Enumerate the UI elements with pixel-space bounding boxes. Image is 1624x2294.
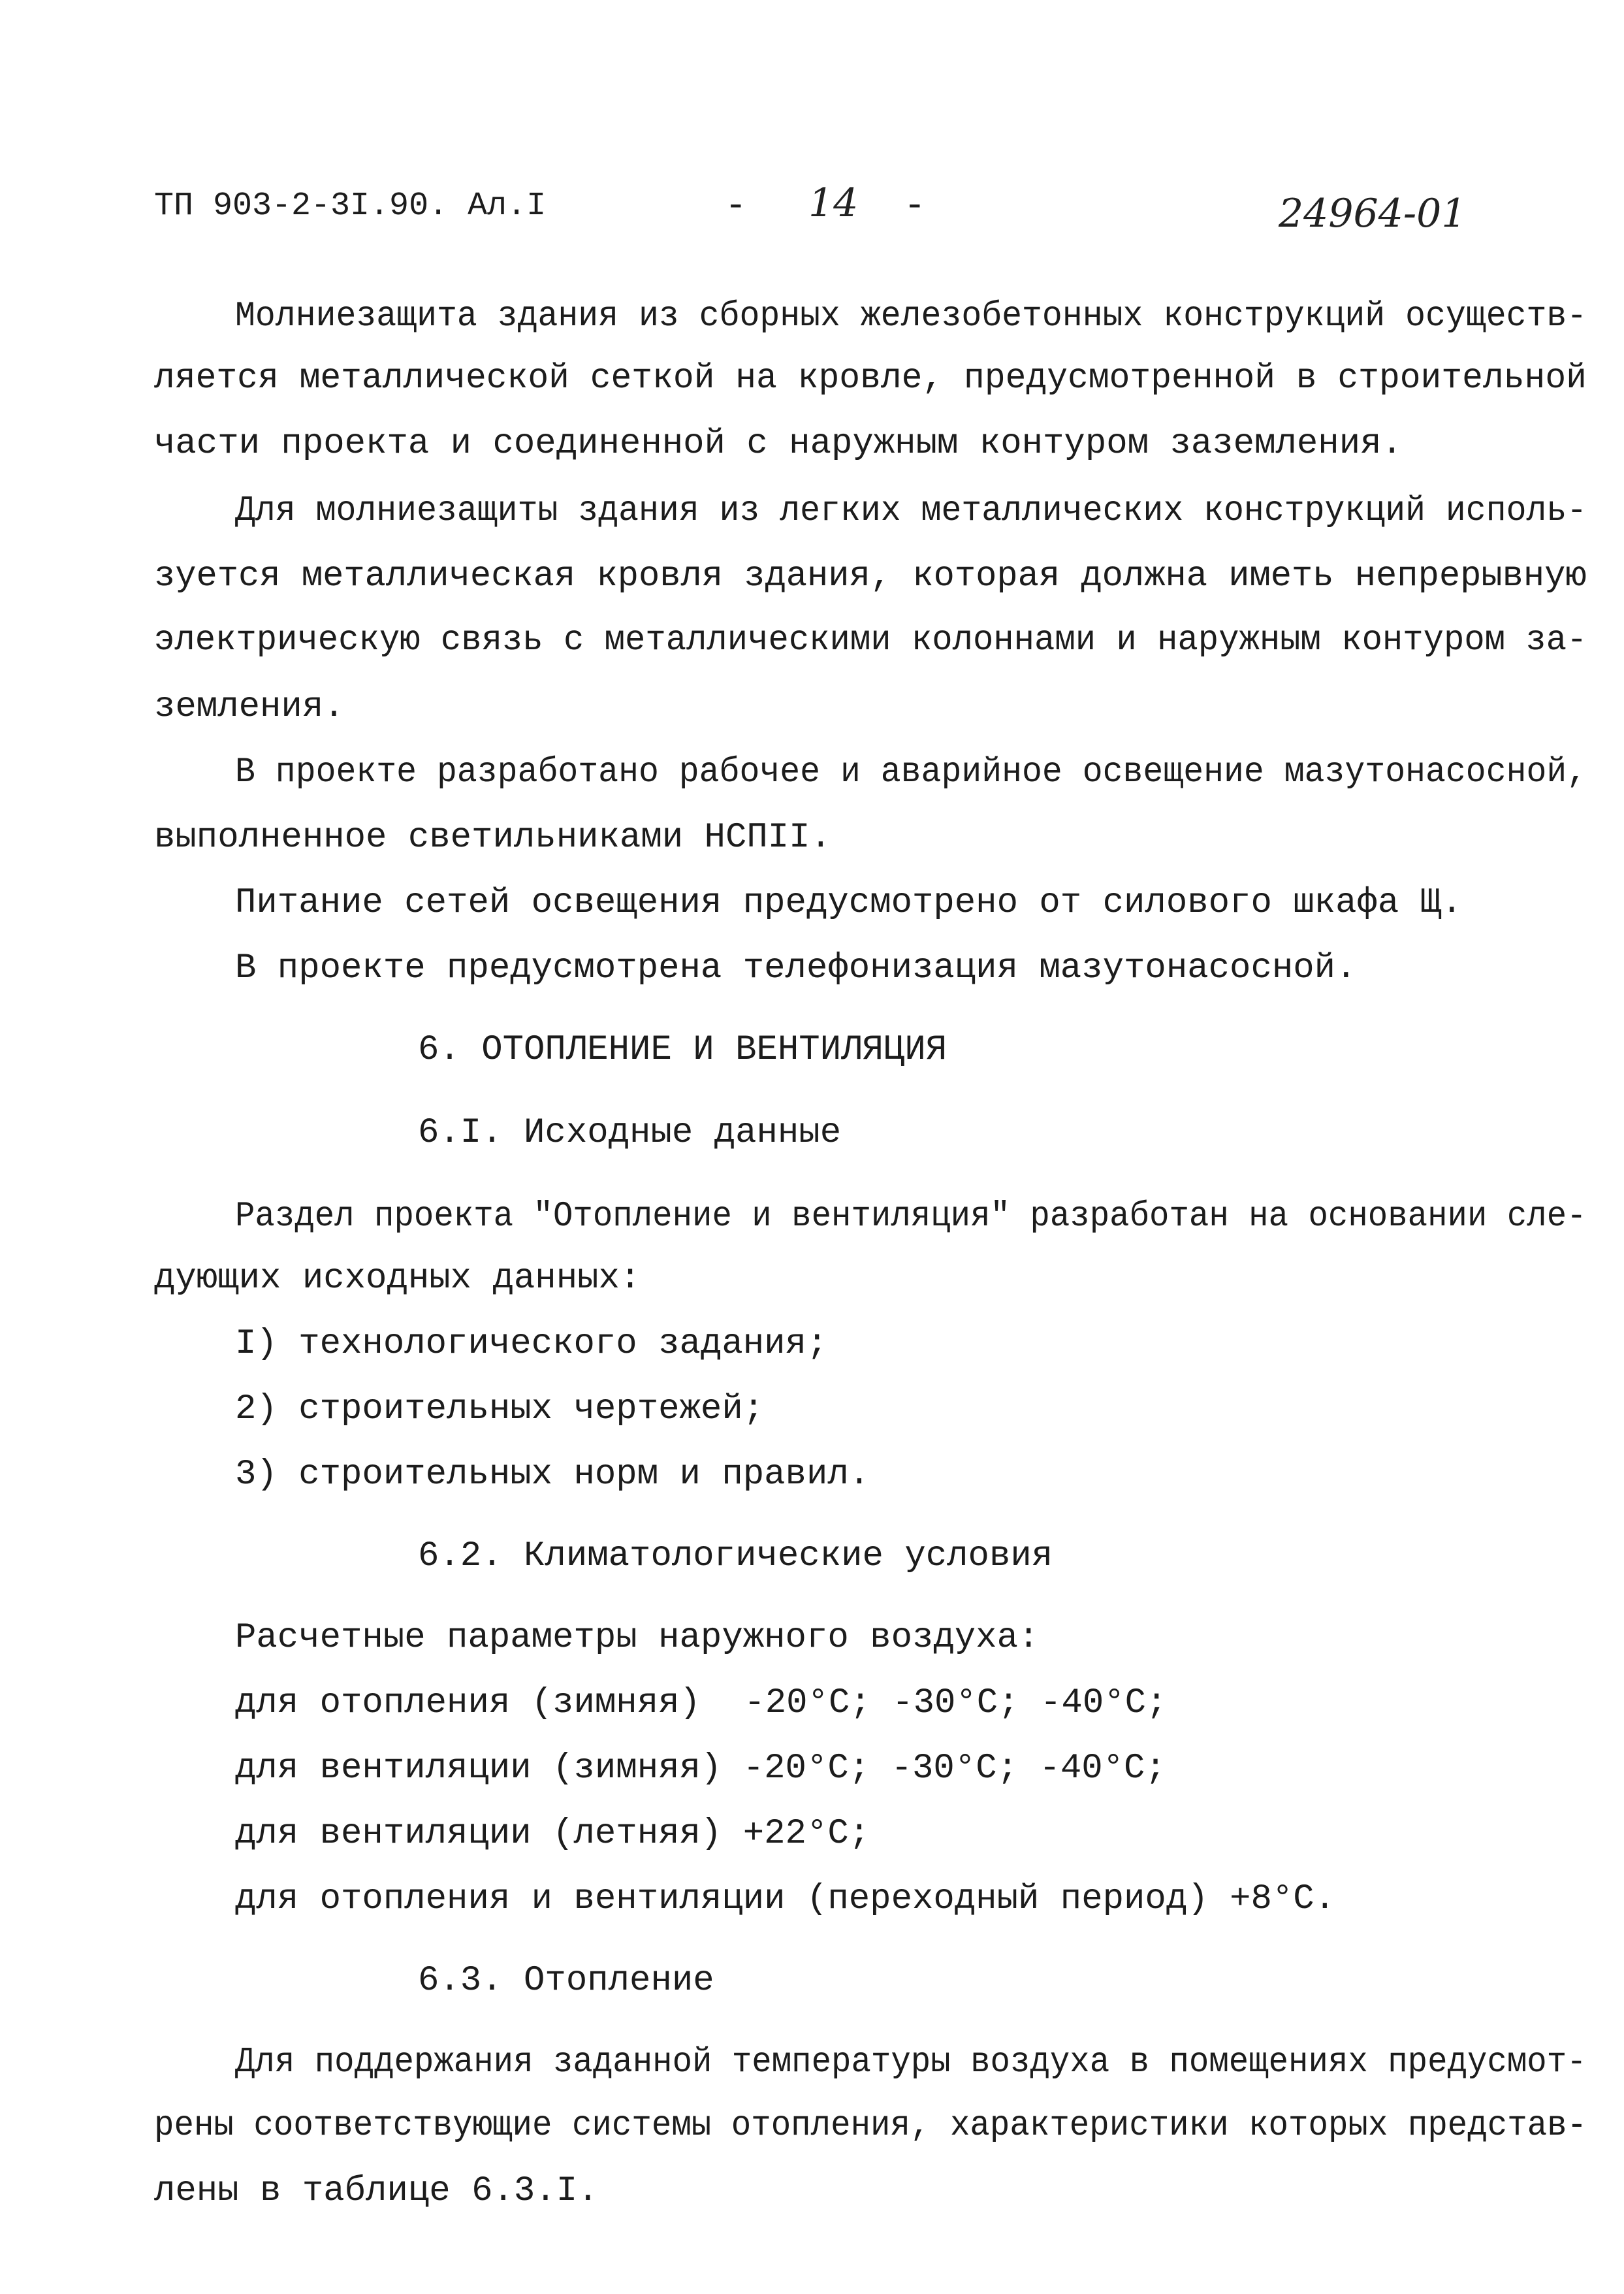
text-line: Раздел проекта "Отопление и вентиляция" разработан на основании сле- [235, 1197, 1587, 1236]
list-item: 2) строительных чертежей; [235, 1389, 765, 1429]
text-line: зуется металлическая кровля здания, которая должна иметь непрерывную [154, 557, 1587, 596]
page-number-dash-right: - [904, 185, 926, 227]
text-line: ляется металлической сеткой на кровле, предусмотренной в строительной [154, 359, 1587, 398]
section-title: 6. ОТОПЛЕНИЕ И ВЕНТИЛЯЦИЯ [418, 1030, 947, 1070]
climate-row-values: +8°С. [1230, 1879, 1336, 1919]
climate-row [235, 1878, 1335, 1921]
document-code: ТП 903-2-3I.90. Ал.I [154, 187, 547, 225]
text-line: лены в таблице 6.3.I. [154, 2171, 599, 2211]
list-item: 3) строительных норм и правил. [235, 1455, 870, 1494]
sheet-number: 24964-01 [1279, 191, 1467, 236]
page-number-dash-left: - [725, 185, 747, 227]
climate-row-label: для вентиляции (зимняя) [235, 1749, 722, 1788]
text-line: Питание сетей освещения предусмотрено от силового шкафа Щ. [235, 883, 1463, 923]
text-line: земления. [154, 687, 345, 727]
climate-row-label: для отопления (зимняя) [235, 1683, 701, 1723]
text-line: рены соответствующие системы отопления, характеристики которых представ- [154, 2106, 1587, 2146]
text-line: части проекта и соединенной с наружным контуром заземления. [154, 424, 1403, 464]
text-line: В проекте предусмотрена телефонизация мазутонасосной. [235, 948, 1357, 988]
text-line: электрическую связь с металлическими колоннами и наружным контуром за- [154, 621, 1587, 660]
text-line: Для молниезащиты здания из легких металлических конструкций исполь- [235, 491, 1587, 531]
climate-row-label: для вентиляции (летняя) [235, 1814, 722, 1854]
climate-row-values: -20°С; -30°С; -40°С; [744, 1683, 1168, 1723]
climate-row [235, 1747, 1166, 1790]
climate-row-values: +22°С; [742, 1814, 870, 1854]
text-line: дующих исходных данных: [154, 1259, 641, 1299]
text-line: выполненное светильниками НСПII. [154, 818, 831, 858]
list-item: I) технологического задания; [235, 1324, 828, 1364]
text-line: Расчетные параметры наружного воздуха: [235, 1618, 1040, 1658]
text-line: Молниезащита здания из сборных железобетонных конструкций осуществ- [235, 297, 1587, 336]
subsection-title: 6.2. Климатологические условия [418, 1536, 1053, 1576]
subsection-title: 6.3. Отопление [418, 1961, 714, 2001]
climate-row [235, 1813, 870, 1856]
climate-row-values: -20°С; -30°С; -40°С; [742, 1749, 1166, 1788]
climate-row-label: для отопления и вентиляции (переходный период) [235, 1879, 1209, 1919]
text-line: В проекте разработано рабочее и аварийное освещение мазутонасосной, [235, 752, 1587, 792]
subsection-title: 6.I. Исходные данные [418, 1113, 842, 1153]
climate-row [235, 1682, 1167, 1725]
page-number: 14 [808, 180, 859, 226]
text-line: Для поддержания заданной температуры воздуха в помещениях предусмот- [235, 2043, 1587, 2082]
